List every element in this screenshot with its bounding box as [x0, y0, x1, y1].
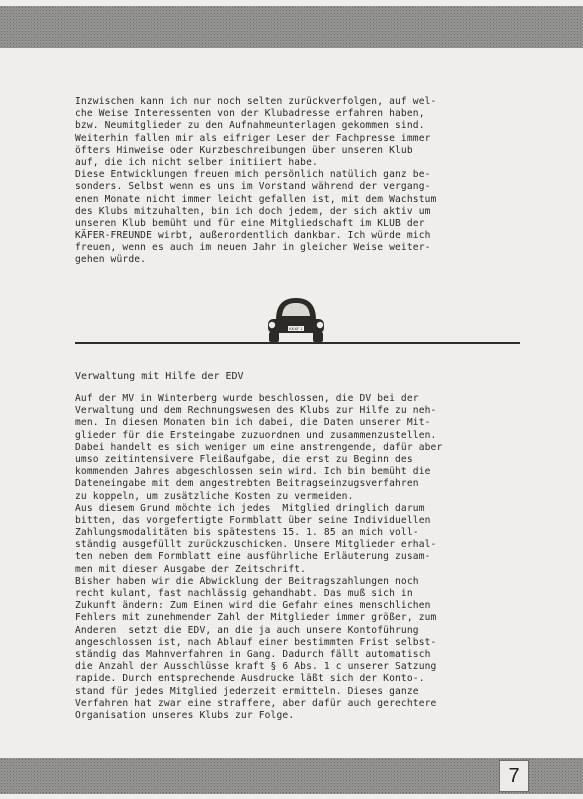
text-line: Diese Entwicklungen freuen mich persönlich natülich ganz be-: [75, 169, 431, 181]
text-line: die Anzahl der Ausschlüsse kraft § 6 Abs. 1 c unserer Satzung: [75, 661, 437, 673]
text-line: ten neben dem Formblatt eine ausführliche Erläuterung zusam-: [75, 551, 431, 563]
text-line: freuen, wenn es auch im neuen Jahr in gleicher Weise weiter-: [75, 242, 431, 254]
text-line: unseren Klub bemüht und für eine Mitgliedschaft im KLUB der: [75, 217, 425, 229]
section-heading: Verwaltung mit Hilfe der EDV: [75, 371, 244, 382]
text-line: Bisher haben wir die Abwicklung der Beitragszahlungen noch: [75, 575, 419, 587]
text-line: öfters Hinweise oder Kurzbeschreibungen über unseren Klub: [75, 144, 413, 156]
text-line: stand für jedes Mitglied jederzeit ermitteln. Dieses ganze: [75, 685, 419, 697]
text-line: che Weise Interessenten von der Klubadresse erfahren haben,: [75, 108, 425, 120]
page-number: 7: [499, 760, 529, 792]
top-halftone-band: [0, 6, 583, 48]
text-line: sonders. Selbst wenn es uns im Vorstand während der vergang-: [75, 181, 431, 193]
text-line: Aus diesem Grund möchte ich jedes Mitglied dringlich darum: [75, 502, 425, 514]
text-line: Organisation unseres Klubs zur Folge.: [75, 709, 295, 721]
text-line: rapide. Durch entsprechende Ausdrucke läßt sich der Konto-.: [75, 673, 425, 685]
text-line: bitten, das vorgefertigte Formblatt über seine Individuellen: [75, 514, 431, 526]
text-line: Zukunft ändern: Zum Einen wird die Gefahr eines menschlichen: [75, 600, 431, 612]
text-line: Dateneingabe mit dem angestrebten Beitragseinzugsverfahren: [75, 478, 419, 490]
text-line: bzw. Neumitglieder zu den Aufnahmeunterlagen gekommen sind.: [75, 120, 425, 132]
text-line: KÄFER-FREUNDE wirbt, außerordentlich dankbar. Ich würde mich: [75, 230, 431, 242]
text-line: Verwaltung und dem Rechnungswesen des Klubs zur Hilfe zu neh-: [75, 405, 437, 417]
text-line: Zahlungsmodalitäten bis spätestens 15. 1. 85 an mich voll-: [75, 527, 419, 539]
text-line: umso zeitintensivere Fleißaufgabe, die erst zu Beginn des: [75, 453, 413, 465]
text-line: Dabei handelt es sich weniger um eine anstrengende, dafür aber: [75, 441, 443, 453]
beetle-car-illustration: [262, 294, 330, 342]
text-line: ständig ausgefüllt zurückzuschicken. Unsere Mitglieder erhal-: [75, 539, 437, 551]
bottom-halftone-band: [0, 758, 583, 794]
text-line: ständig das Mahnverfahren in Gang. Dadurch fällt automatisch: [75, 648, 431, 660]
text-line: glieder für die Ersteingabe zuzuordnen und zusammenzustellen.: [75, 429, 437, 441]
text-line: men mit dieser Ausgabe der Zeitschrift.: [75, 563, 307, 575]
text-line: Auf der MV in Winterberg wurde beschlossen, die DV bei der: [75, 393, 419, 404]
text-line: Verfahren hat zwar eine straffere, aber dafür auch gerechtere: [75, 697, 437, 709]
text-line: men. In diesen Monaten bin ich dabei, die Daten unserer Mit-: [75, 417, 431, 429]
text-line: Anderen setzt die EDV, an die ja auch unsere Kontoführung: [75, 624, 419, 636]
text-line: gehen würde.: [75, 254, 147, 266]
horizontal-rule: [75, 342, 520, 344]
license-plate-text: KK-KF 1: [289, 327, 303, 332]
edv-paragraph: [75, 393, 515, 722]
text-line: recht kulant, fast nachlässig gehandhabt. Das muß sich in: [75, 588, 413, 599]
text-line: enen Monate nicht immer leicht gefallen ist, mit dem Wachstum: [75, 193, 437, 205]
text-line: zu koppeln, um zusätzliche Kosten zu vermeiden.: [75, 490, 354, 502]
text-line: kommenden Jahres abgeschlossen sein wird. Ich bin bemüht die: [75, 466, 431, 478]
text-line: des Klubs mitzuhalten, bin ich doch jedem, der sich aktiv um: [75, 205, 431, 217]
text-line: Fehlers mit zunehmender Zahl der Mitglieder immer größer, zum: [75, 612, 437, 624]
text-line: Weiterhin fallen mir als eifriger Leser der Fachpresse immer: [75, 132, 431, 144]
intro-paragraph: [75, 96, 515, 267]
text-line: auf, die ich nicht selber initiiert habe.: [75, 156, 318, 168]
text-line: Inzwischen kann ich nur noch selten zurückverfolgen, auf wel-: [75, 96, 437, 107]
text-line: angeschlossen ist, nach Ablauf einer bestimmten Frist selbst-: [75, 636, 437, 648]
